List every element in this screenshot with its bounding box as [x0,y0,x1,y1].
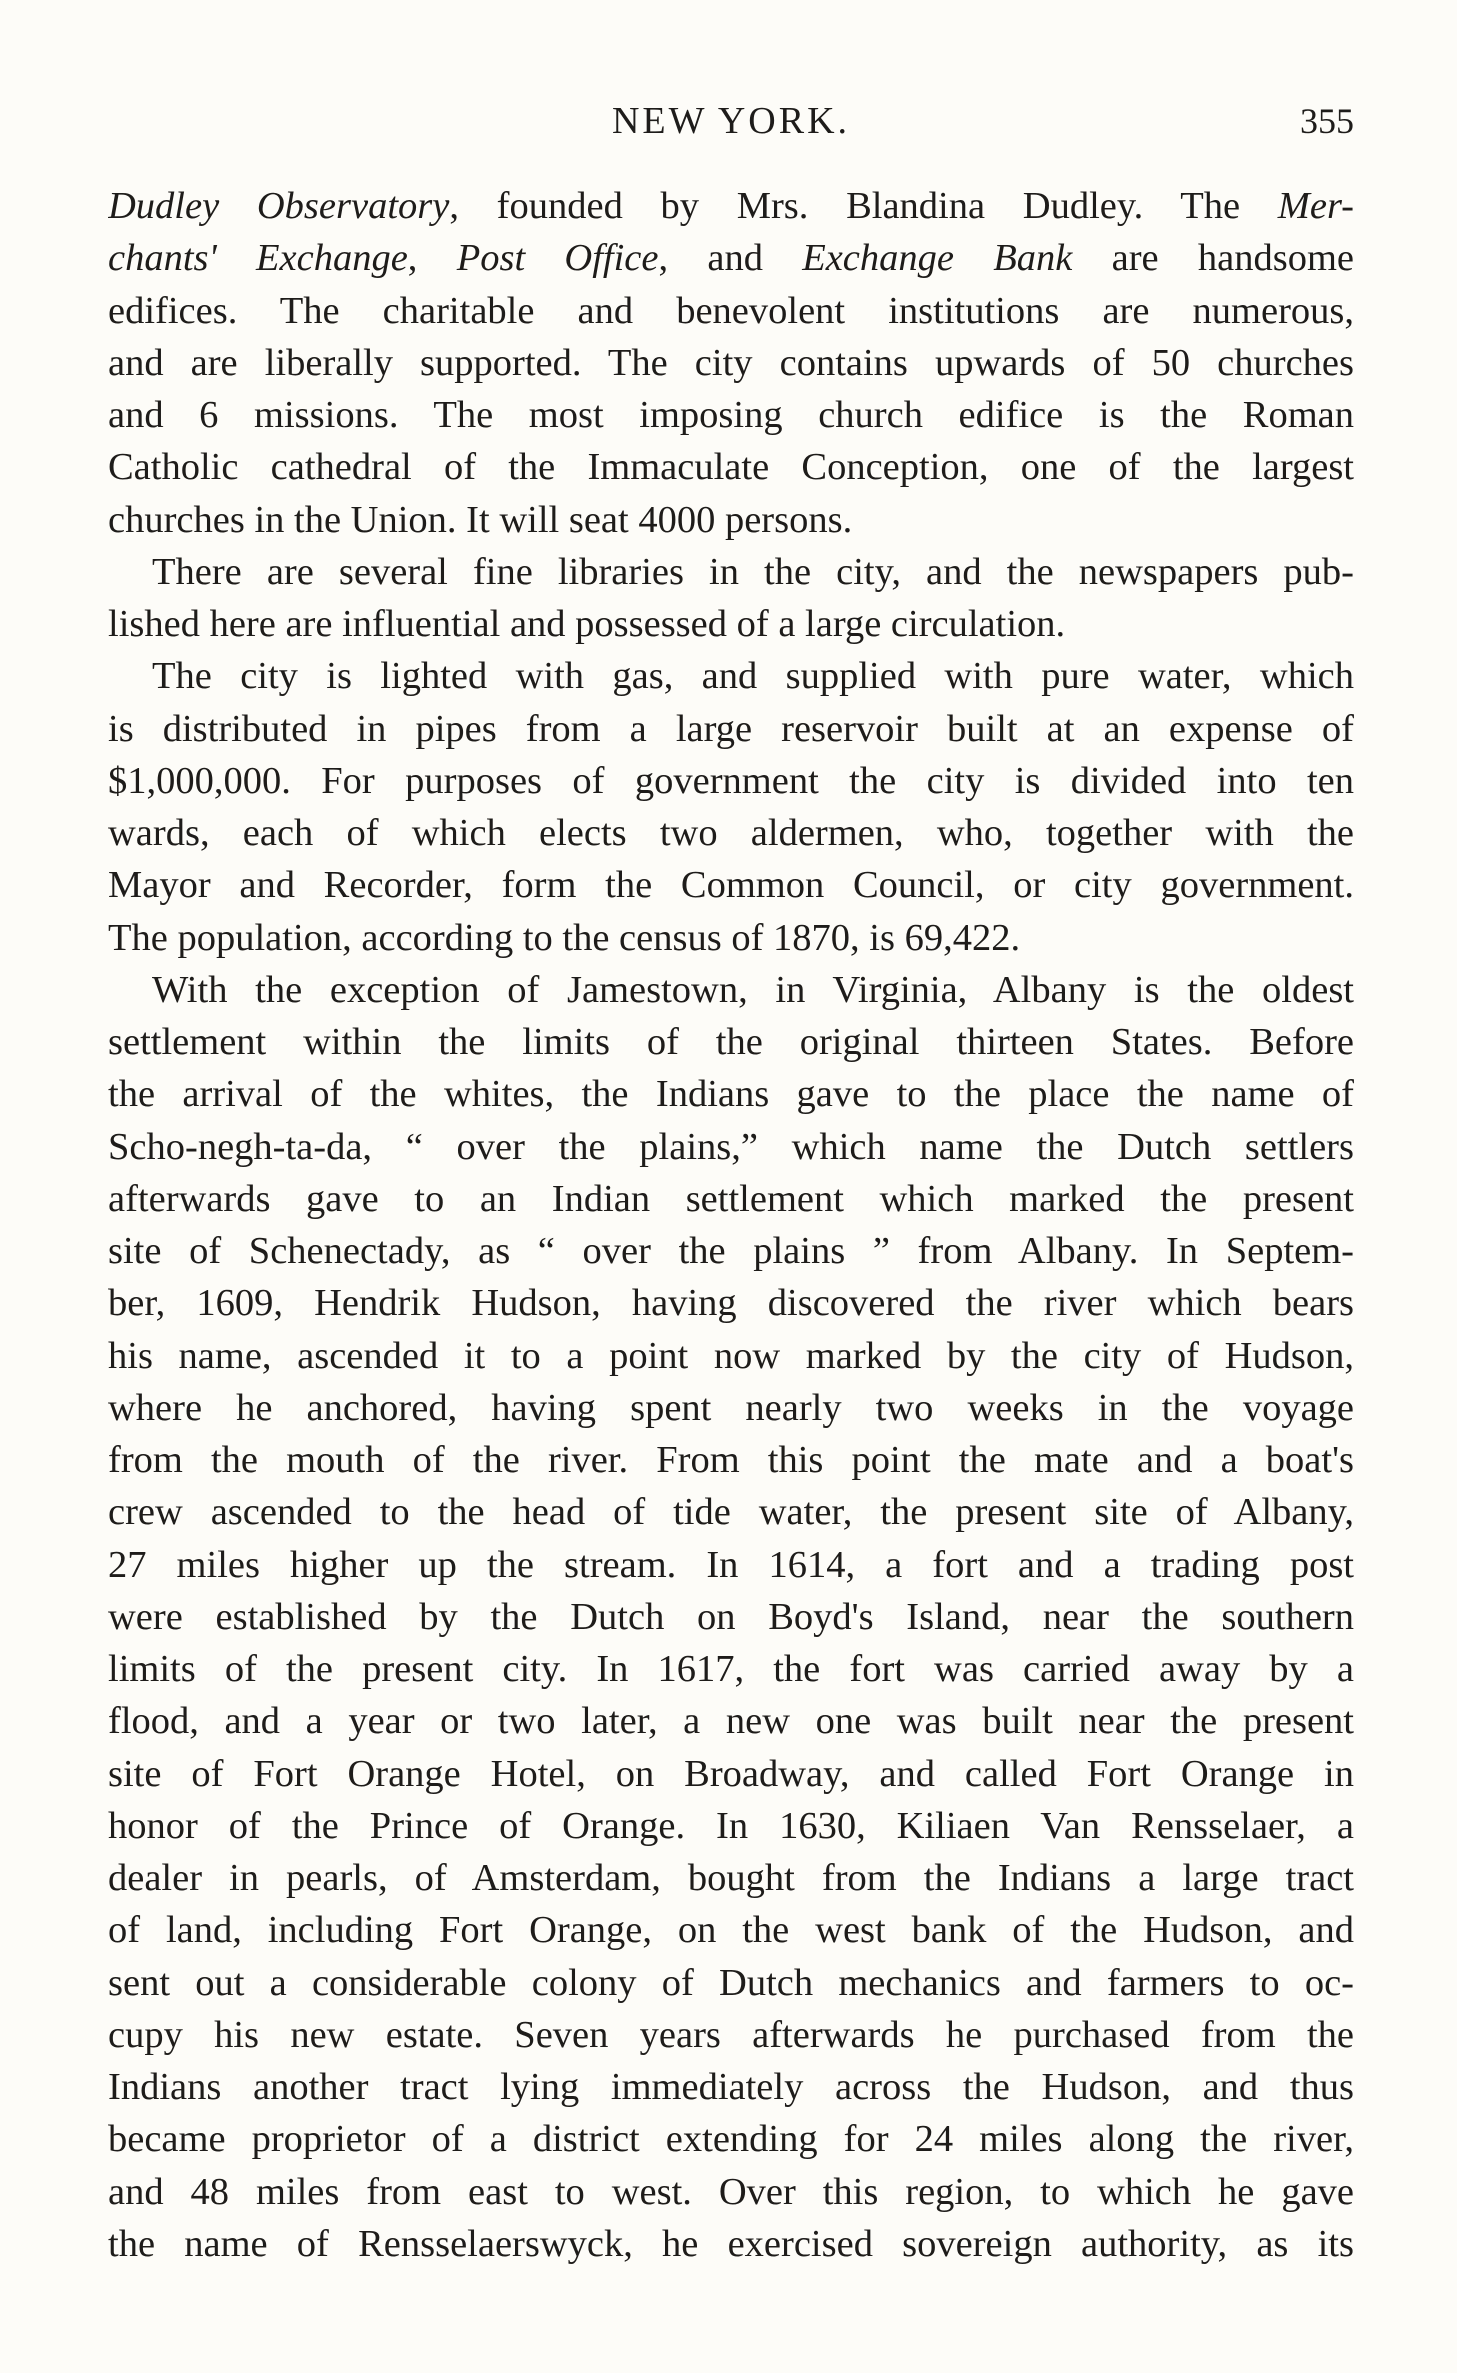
text-line: There are several fine libraries in the city, and the newspapers pub- [152,550,1354,593]
text-line: his name, ascended it to a point now marked by the city of Hudson, [108,1334,1354,1377]
text-line: crew ascended to the head of tide water, the present site of Albany, [108,1491,1354,1534]
text-line: 27 miles higher up the stream. In 1614, a fort and a trading post [108,1543,1354,1586]
text-line: With the exception of Jamestown, in Virginia, Albany is the oldest [152,968,1354,1011]
text-line: $1,000,000. For purposes of government the city is divided into ten [108,759,1354,802]
text-line: became proprietor of a district extending for 24 miles along the river, [108,2118,1354,2161]
text-line: were established by the Dutch on Boyd's Island, near the southern [108,1595,1354,1638]
text-line: churches in the Union. It will seat 4000 persons. [108,498,853,541]
text-line: the arrival of the whites, the Indians gave to the place the name of [108,1073,1354,1116]
body-text [108,180,1354,2270]
text-line: Dudley Observatory, founded by Mrs. Blandina Dudley. The Mer- [108,185,1354,227]
text-line: and 48 miles from east to west. Over this region, to which he gave [108,2170,1354,2213]
text-line: is distributed in pipes from a large reservoir built at an expense of [108,707,1354,750]
text-line: ber, 1609, Hendrik Hudson, having discovered the river which bears [108,1282,1354,1325]
text-line: flood, and a year or two later, a new one was built near the present [108,1700,1354,1743]
text-line: Indians another tract lying immediately across the Hudson, and thus [108,2066,1354,2108]
text-line: limits of the present city. In 1617, the fort was carried away by a [108,1648,1354,1690]
text-line: and are liberally supported. The city contains upwards of 50 churches [108,341,1354,384]
text-line: sent out a considerable colony of Dutch mechanics and farmers to oc- [108,1961,1354,2004]
text-line: afterwards gave to an Indian settlement which marked the present [108,1177,1354,1220]
text-line: where he anchored, having spent nearly two weeks in the voyage [108,1386,1354,1429]
italic-phrase: Dudley Observatory [108,185,450,227]
text-line: wards, each of which elects two aldermen, who, together with the [108,812,1354,854]
text-line: The population, according to the census of 1870, is 69,422. [108,916,1021,959]
text-line: honor of the Prince of Orange. In 1630, Kiliaen Van Rensselaer, a [108,1804,1354,1847]
text-line: of land, including Fort Orange, on the west bank of the Hudson, and [108,1909,1354,1952]
text-line: lished here are influential and possessed of a large circulation. [108,603,1066,645]
italic-phrase: Exchange Bank [802,237,1073,280]
italic-phrase: Post Office [456,237,659,280]
text-line: settlement within the limits of the original thirteen States. Before [108,1021,1354,1063]
text-line: the name of Rensselaerswyck, he exercised sovereign authority, as its [108,2222,1354,2265]
text-line: dealer in pearls, of Amsterdam, bought from the Indians a large tract [108,1857,1354,1899]
text-line: chants' Exchange, Post Office, and Exchange Bank are handsome [108,237,1354,280]
book-page [108,0,1354,2373]
text-line: from the mouth of the river. From this point the mate and a boat's [108,1439,1354,1481]
text-line: Scho-negh-ta-da, “ over the plains,” which name the Dutch settlers [108,1125,1354,1168]
text-line: and 6 missions. The most imposing church edifice is the Roman [108,394,1354,436]
text-line: Catholic cathedral of the Immaculate Conception, one of the largest [108,446,1354,489]
text-line: site of Fort Orange Hotel, on Broadway, and called Fort Orange in [108,1752,1354,1795]
italic-phrase: Mer- [1277,185,1354,227]
text-line: The city is lighted with gas, and supplied with pure water, which [152,655,1354,698]
italic-phrase: chants' Exchange [108,237,408,280]
text-line: cupy his new estate. Seven years afterwards he purchased from the [108,2013,1354,2056]
running-head [108,96,1354,146]
page-number: 355 [1300,101,1354,141]
text-line: site of Schenectady, as “ over the plains ” from Albany. In Septem- [108,1230,1354,1272]
text-line: edifices. The charitable and benevolent institutions are numerous, [108,289,1354,332]
text-line: Mayor and Recorder, form the Common Council, or city government. [108,864,1354,907]
page-header-title: NEW YORK. [611,100,851,142]
